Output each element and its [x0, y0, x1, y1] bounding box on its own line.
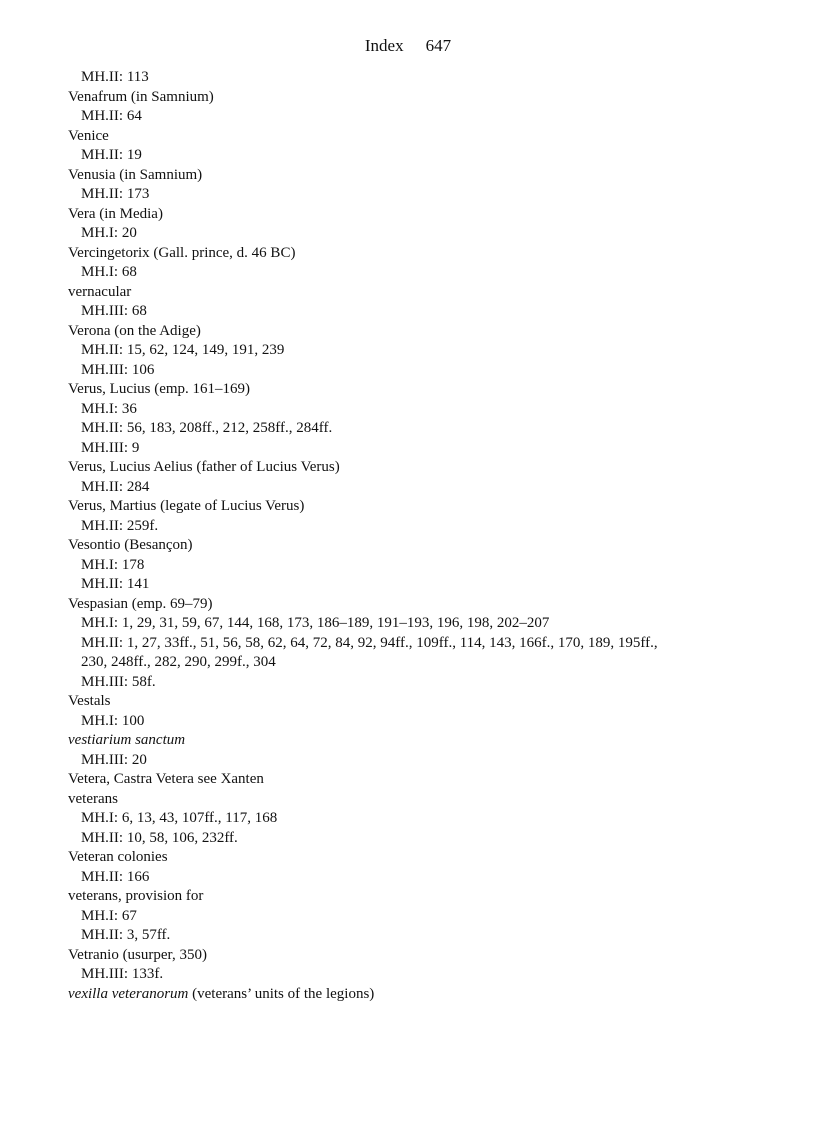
index-entry-text: MH.II: 113 [81, 69, 149, 85]
index-subentry [68, 341, 768, 361]
index-heading [68, 127, 768, 147]
index-subentry [68, 751, 768, 771]
index-entry-text: MH.I: 6, 13, 43, 107ff., 117, 168 [81, 810, 278, 826]
index-subentry [68, 829, 768, 849]
index-subentry [68, 712, 768, 732]
index-entry-text: veterans, provision for [68, 888, 204, 904]
index-entry-text: Vercingetorix (Gall. prince, d. 46 BC) [68, 244, 296, 261]
index-heading [68, 848, 768, 868]
index-heading [68, 458, 768, 478]
index-subentry [68, 419, 768, 439]
index-entry-text: Vetera, Castra Vetera see Xanten [68, 771, 264, 787]
index-entry-text: veterans [68, 790, 118, 807]
index-entry-text: MH.II: 173 [81, 186, 150, 202]
index-entry-text: MH.II: 10, 58, 106, 232ff. [81, 829, 238, 846]
index-subentry [68, 868, 768, 888]
index-subentry [68, 68, 768, 88]
index-entry-text: MH.I: 36 [81, 400, 137, 417]
index-subentry [68, 439, 768, 459]
index-entry-text: MH.I: 100 [81, 712, 145, 729]
index-heading [68, 887, 768, 907]
index-entry-text: (veterans’ units of the legions) [188, 985, 375, 1002]
index-entry-text: MH.III: 106 [81, 361, 155, 378]
index-heading [68, 946, 768, 966]
index-subentry [68, 302, 768, 322]
index-entry-text: MH.III: 68 [81, 303, 147, 319]
index-entry-text: Veteran colonies [68, 849, 168, 865]
index-heading [68, 380, 768, 400]
index-subentry [68, 673, 768, 693]
index-heading-italic: vexilla veteranorum [68, 985, 189, 1002]
index-entry-text: MH.I: 67 [81, 907, 137, 924]
index-subentry [68, 400, 768, 420]
index-entry-text: Verus, Martius (legate of Lucius Verus) [68, 498, 305, 514]
index-heading [68, 166, 768, 186]
index-entry-text: MH.III: 58f. [81, 673, 156, 690]
index-entry-text: 230, 248ff., 282, 290, 299f., 304 [81, 654, 276, 670]
index-subentry [68, 809, 768, 829]
index-entry-text: MH.II: 3, 57ff. [81, 927, 171, 943]
index-subentry [68, 224, 768, 244]
index-subentry [68, 556, 768, 576]
index-heading [68, 497, 768, 517]
index-subentry [68, 263, 768, 283]
index-heading [68, 790, 768, 810]
index-entry-text: MH.II: 15, 62, 124, 149, 191, 239 [81, 342, 285, 358]
index-entry-text: Venusia (in Samnium) [68, 166, 203, 183]
index-entry-text: MH.II: 166 [81, 868, 150, 885]
index-entry-text: vernacular [68, 283, 132, 300]
index-entry-text: MH.II: 284 [81, 478, 150, 495]
page-number: 647 [425, 36, 452, 55]
index-entry-text: Vera (in Media) [68, 205, 163, 222]
index-subentry [68, 478, 768, 498]
index-heading [68, 88, 768, 108]
index-entry-text: MH.I: 68 [81, 264, 137, 280]
index-entry-text: MH.II: 19 [81, 147, 142, 163]
index-entry-text: MH.I: 1, 29, 31, 59, 67, 144, 168, 173, 186–189, 191–193, 196, 198, 202–207 [81, 615, 550, 631]
index-entry-text: MH.II: 56, 183, 208ff., 212, 258ff., 284ff. [81, 420, 333, 436]
index-entry-text: Verus, Lucius (emp. 161–169) [68, 381, 251, 397]
index-heading [68, 692, 768, 712]
index-subentry [68, 146, 768, 166]
index-subentry [68, 517, 768, 537]
index-entry-text: Vetranio (usurper, 350) [68, 946, 207, 963]
page-header [0, 36, 816, 56]
index-entry-text: Venice [68, 127, 109, 144]
running-head-title: Index [364, 36, 404, 55]
index-entry-text: Vespasian (emp. 69–79) [68, 595, 213, 612]
index-heading [68, 205, 768, 225]
index-entry-text: MH.II: 64 [81, 108, 142, 124]
index-heading [68, 536, 768, 556]
index-entry-text: MH.III: 20 [81, 751, 147, 768]
index-subentry [68, 361, 768, 381]
index-subentry [68, 634, 768, 654]
index-subentry [68, 965, 768, 985]
index-heading [68, 731, 768, 751]
index-subentry [68, 926, 768, 946]
index-entry-text: MH.I: 178 [81, 556, 145, 573]
index-subentry [68, 575, 768, 595]
index-entry-text: MH.II: 141 [81, 576, 150, 592]
index-entry-text: Vestals [68, 693, 111, 709]
index-entry-text: MH.II: 1, 27, 33ff., 51, 56, 58, 62, 64, 72, 84, 92, 94ff., 109ff., 114, 143, 166f., 170, 189, 195ff., [81, 634, 658, 651]
index-entry-text: Venafrum (in Samnium) [68, 88, 214, 105]
index-entry-text: MH.III: 133f. [81, 966, 164, 982]
index-subentry [68, 107, 768, 127]
index-entry-text: MH.I: 20 [81, 225, 137, 241]
index-subentry [68, 185, 768, 205]
index-heading-italic: vestiarium sanctum [68, 732, 186, 748]
index-subentry [68, 907, 768, 927]
index-entry-text: MH.II: 259f. [81, 517, 159, 534]
index-entry-text: Verus, Lucius Aelius (father of Lucius Verus) [68, 459, 340, 475]
index-heading [68, 985, 768, 1005]
index-subentry [68, 614, 768, 634]
index-heading [68, 595, 768, 615]
index-heading [68, 283, 768, 303]
index-heading [68, 770, 768, 790]
index-entry-text: MH.III: 9 [81, 439, 140, 456]
index-heading [68, 244, 768, 264]
index-subentry [68, 653, 768, 673]
index-entry-text: Verona (on the Adige) [68, 322, 201, 339]
index-heading [68, 322, 768, 342]
index-list [68, 68, 768, 1004]
index-entry-text: Vesontio (Besançon) [68, 537, 193, 553]
